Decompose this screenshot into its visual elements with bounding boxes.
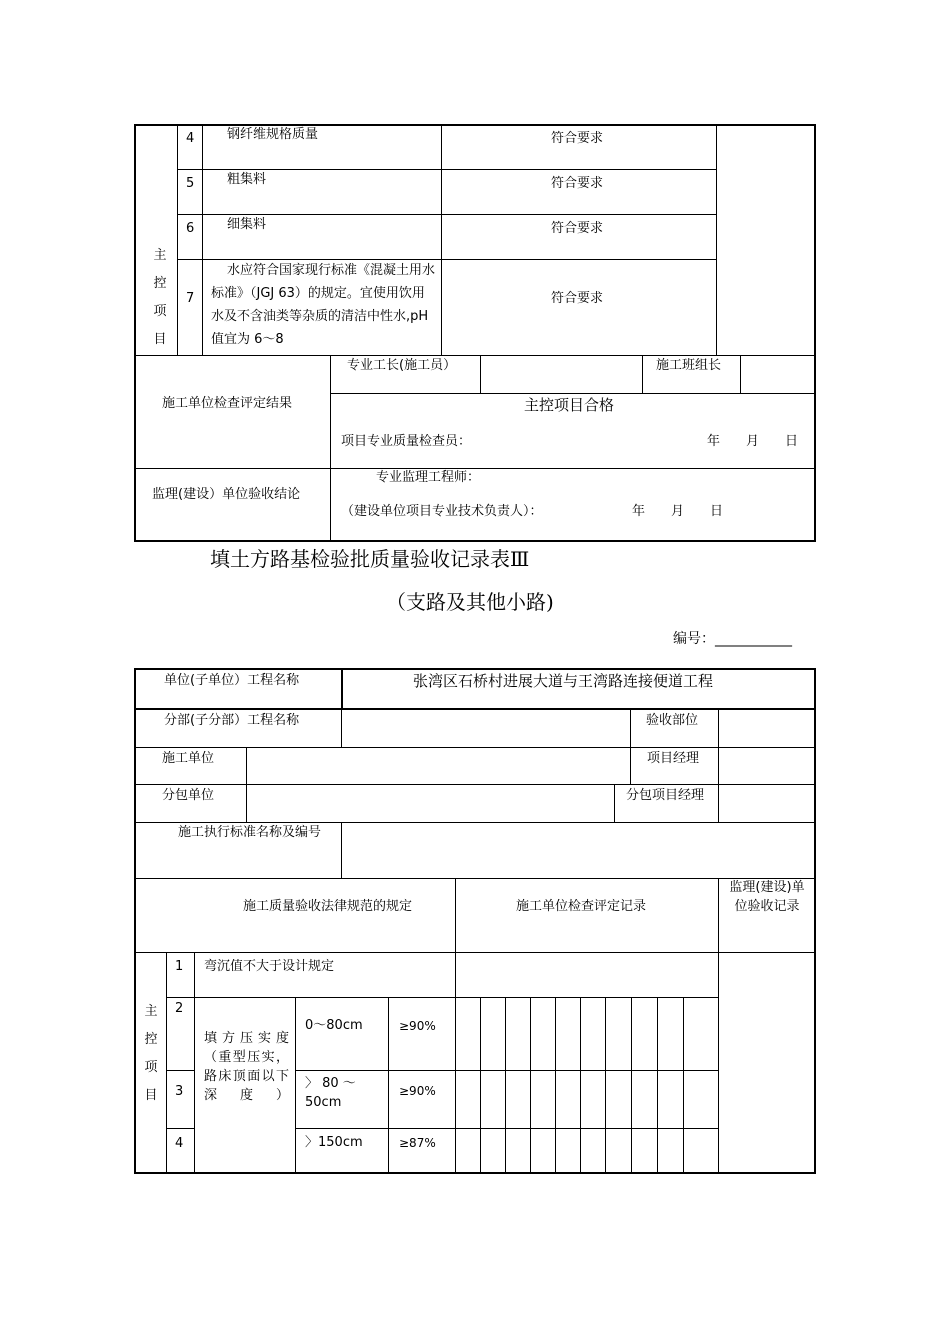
sub-project-label: 分部(子分部）工程名称 bbox=[164, 713, 300, 728]
supervision-label: 监理(建设）单位验收结论 bbox=[152, 487, 301, 502]
document-subtitle: （支路及其他小路) bbox=[386, 590, 554, 614]
depth-range: 0～80cm bbox=[305, 1018, 363, 1033]
item-text: 粗集料 bbox=[227, 172, 267, 187]
col-record-header: 施工单位检查评定记录 bbox=[516, 899, 647, 914]
deflection-text: 弯沉值不大于设计规定 bbox=[204, 959, 335, 974]
item-text: 钢纤维规格质量 bbox=[227, 127, 319, 142]
col-supervision-header: 监理(建设)单位验收记录 bbox=[729, 880, 805, 914]
compaction-requirement: ≥87% bbox=[399, 1136, 436, 1150]
engineer-label: 专业监理工程师： bbox=[376, 470, 481, 485]
row-number: 4 bbox=[186, 131, 195, 146]
document-title: 填土方路基检验批质量验收记录表Ⅲ bbox=[210, 547, 530, 571]
side-label: 主 控 项 目 bbox=[153, 248, 167, 347]
construction-unit-label: 施工单位 bbox=[162, 751, 215, 766]
row-number: 7 bbox=[186, 291, 195, 306]
item-text: 水应符合国家现行标准《混凝土用水标准》（JGJ 63）的规定。宜使用饮用水及不含油类等杂质的清洁中性水,pH 值宜为 6～8 bbox=[211, 263, 436, 347]
row-number: 1 bbox=[175, 959, 184, 974]
standard-label: 施工执行标准名称及编号 bbox=[178, 825, 322, 840]
depth-range: 〉150cm bbox=[305, 1135, 363, 1150]
construction-result-label: 施工单位检查评定结果 bbox=[162, 396, 293, 411]
compaction-label: 填方压实度（重型压实，路床顶面以下深度） bbox=[204, 1031, 289, 1103]
sub-manager-label: 分包项目经理 bbox=[626, 788, 705, 803]
result-text: 符合要求 bbox=[551, 291, 604, 306]
main-result: 主控项目合格 bbox=[524, 396, 615, 414]
date-label: 年 月 日 bbox=[707, 434, 799, 449]
subcontract-label: 分包单位 bbox=[162, 788, 215, 803]
inspector-label: 项目专业质量检查员： bbox=[341, 434, 472, 449]
acceptance-part-label: 验收部位 bbox=[646, 713, 699, 728]
compaction-requirement: ≥90% bbox=[399, 1084, 436, 1098]
result-text: 符合要求 bbox=[551, 176, 604, 191]
result-text: 符合要求 bbox=[551, 131, 604, 146]
foreman-label: 专业工长(施工员） bbox=[347, 358, 457, 373]
col-spec-header: 施工质量验收法律规范的规定 bbox=[243, 899, 413, 914]
team-leader-label: 施工班组长 bbox=[656, 358, 722, 373]
result-text: 符合要求 bbox=[551, 221, 604, 236]
date-label-2: 年 月 日 bbox=[632, 504, 724, 519]
row-number: 6 bbox=[186, 221, 195, 236]
project-name: 张湾区石桥村进展大道与王湾路连接便道工程 bbox=[413, 672, 714, 690]
depth-range: 〉 80 ～ 50cm bbox=[305, 1076, 356, 1110]
row-number: 3 bbox=[175, 1084, 184, 1099]
row-number: 5 bbox=[186, 176, 195, 191]
item-text: 细集料 bbox=[227, 217, 267, 232]
owner-label: （建设单位项目专业技术负责人）： bbox=[341, 504, 543, 519]
row-number: 2 bbox=[175, 1001, 184, 1016]
compaction-requirement: ≥90% bbox=[399, 1019, 436, 1033]
project-name-label: 单位(子单位）工程名称 bbox=[164, 673, 300, 688]
side-label: 主 控 项 目 bbox=[144, 1004, 158, 1103]
project-manager-label: 项目经理 bbox=[647, 751, 700, 766]
number-label: 编号：___________ bbox=[673, 631, 792, 647]
row-number: 4 bbox=[175, 1136, 184, 1151]
